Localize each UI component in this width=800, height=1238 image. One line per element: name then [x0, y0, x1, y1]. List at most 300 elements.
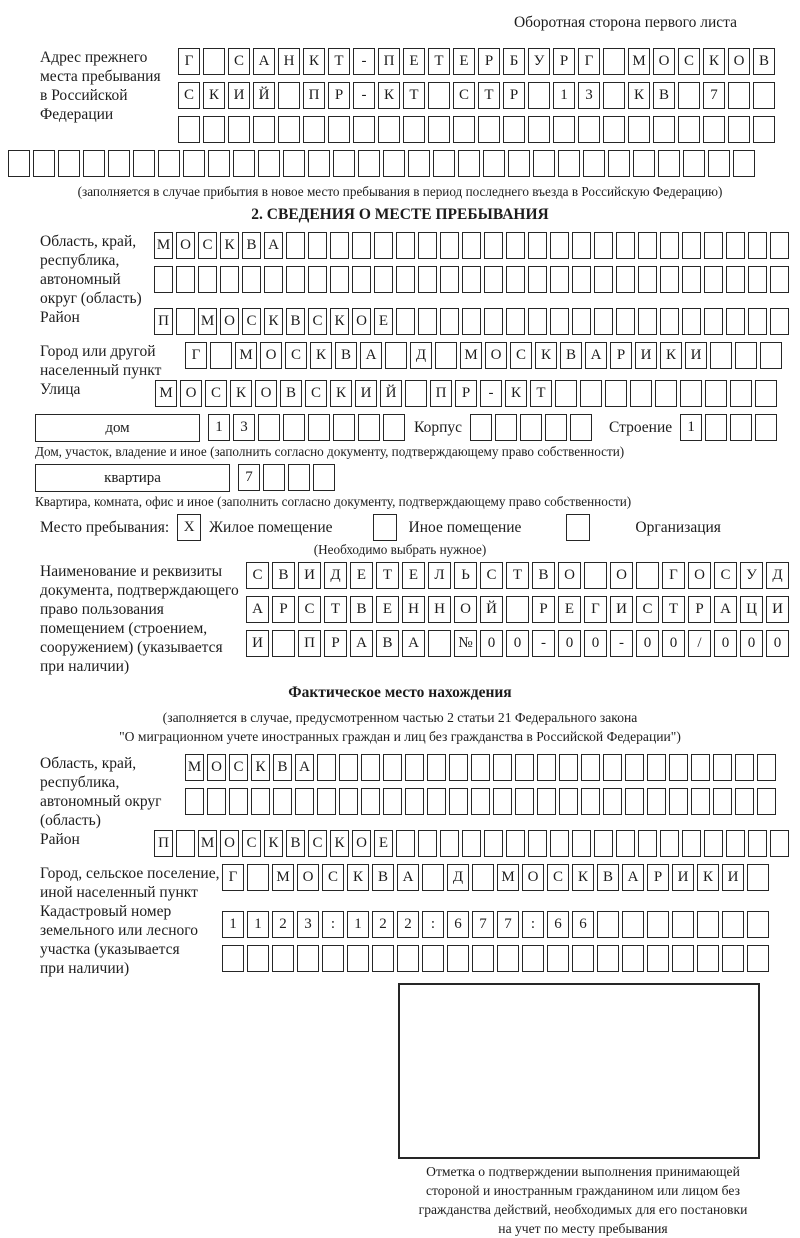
- char-box[interactable]: [603, 754, 622, 781]
- char-box[interactable]: [447, 945, 469, 972]
- char-box[interactable]: О: [728, 48, 750, 75]
- char-box[interactable]: [176, 266, 195, 293]
- char-box[interactable]: [396, 830, 415, 857]
- char-box[interactable]: С: [636, 596, 659, 623]
- char-box[interactable]: К: [378, 82, 400, 109]
- char-box[interactable]: И: [298, 562, 321, 589]
- char-box[interactable]: 0: [662, 630, 685, 657]
- char-box[interactable]: [572, 266, 591, 293]
- char-box[interactable]: К: [703, 48, 725, 75]
- char-box[interactable]: Б: [503, 48, 525, 75]
- char-box[interactable]: [374, 266, 393, 293]
- char-box[interactable]: [471, 788, 490, 815]
- char-box[interactable]: [308, 414, 330, 441]
- char-box[interactable]: [374, 232, 393, 259]
- char-box[interactable]: [559, 754, 578, 781]
- char-box[interactable]: И: [685, 342, 707, 369]
- char-box[interactable]: С: [308, 308, 327, 335]
- char-box[interactable]: [278, 82, 300, 109]
- char-box[interactable]: В: [532, 562, 555, 589]
- char-box[interactable]: [597, 911, 619, 938]
- char-box[interactable]: 7: [703, 82, 725, 109]
- char-box[interactable]: [233, 150, 255, 177]
- char-box[interactable]: С: [547, 864, 569, 891]
- char-box[interactable]: [506, 308, 525, 335]
- char-box[interactable]: [537, 788, 556, 815]
- char-box[interactable]: [708, 150, 730, 177]
- char-box[interactable]: [515, 754, 534, 781]
- char-box[interactable]: [726, 266, 745, 293]
- char-box[interactable]: П: [378, 48, 400, 75]
- char-box[interactable]: [755, 414, 777, 441]
- char-box[interactable]: [553, 116, 575, 143]
- char-box[interactable]: [704, 830, 723, 857]
- char-box[interactable]: [435, 342, 457, 369]
- char-box[interactable]: У: [528, 48, 550, 75]
- char-box[interactable]: [317, 754, 336, 781]
- char-box[interactable]: И: [355, 380, 377, 407]
- char-box[interactable]: Т: [662, 596, 685, 623]
- char-box[interactable]: [198, 266, 217, 293]
- char-box[interactable]: [730, 414, 752, 441]
- char-box[interactable]: [722, 911, 744, 938]
- char-box[interactable]: О: [352, 830, 371, 857]
- char-box[interactable]: [208, 150, 230, 177]
- char-box[interactable]: Й: [480, 596, 503, 623]
- char-box[interactable]: Р: [328, 82, 350, 109]
- char-box[interactable]: [704, 308, 723, 335]
- char-box[interactable]: [203, 116, 225, 143]
- char-box[interactable]: [559, 788, 578, 815]
- char-box[interactable]: [691, 788, 710, 815]
- char-box[interactable]: [347, 945, 369, 972]
- char-box[interactable]: К: [628, 82, 650, 109]
- char-box[interactable]: [616, 308, 635, 335]
- char-box[interactable]: [328, 116, 350, 143]
- char-box[interactable]: [682, 830, 701, 857]
- char-box[interactable]: [308, 266, 327, 293]
- char-box[interactable]: [352, 266, 371, 293]
- checkbox-other-premises[interactable]: [373, 514, 397, 541]
- char-box[interactable]: [633, 150, 655, 177]
- char-box[interactable]: М: [198, 308, 217, 335]
- char-box[interactable]: [176, 830, 195, 857]
- char-box[interactable]: [405, 380, 427, 407]
- char-box[interactable]: Д: [410, 342, 432, 369]
- char-box[interactable]: О: [522, 864, 544, 891]
- char-box[interactable]: [229, 788, 248, 815]
- char-box[interactable]: Г: [662, 562, 685, 589]
- char-box[interactable]: К: [264, 308, 283, 335]
- char-box[interactable]: [176, 308, 195, 335]
- char-box[interactable]: Р: [503, 82, 525, 109]
- char-box[interactable]: [730, 380, 752, 407]
- char-box[interactable]: М: [460, 342, 482, 369]
- char-box[interactable]: [703, 116, 725, 143]
- char-box[interactable]: [770, 830, 789, 857]
- char-box[interactable]: Р: [688, 596, 711, 623]
- char-box[interactable]: С: [322, 864, 344, 891]
- char-box[interactable]: [383, 150, 405, 177]
- char-box[interactable]: [603, 82, 625, 109]
- checkbox-organization[interactable]: [566, 514, 590, 541]
- char-box[interactable]: [428, 82, 450, 109]
- char-box[interactable]: [422, 864, 444, 891]
- char-box[interactable]: [603, 48, 625, 75]
- char-box[interactable]: [735, 788, 754, 815]
- char-box[interactable]: [680, 380, 702, 407]
- char-box[interactable]: А: [295, 754, 314, 781]
- char-box[interactable]: [550, 308, 569, 335]
- char-box[interactable]: [682, 308, 701, 335]
- char-box[interactable]: [537, 754, 556, 781]
- char-box[interactable]: 3: [297, 911, 319, 938]
- char-box[interactable]: [705, 380, 727, 407]
- char-box[interactable]: К: [310, 342, 332, 369]
- char-box[interactable]: [247, 864, 269, 891]
- char-box[interactable]: Р: [478, 48, 500, 75]
- char-box[interactable]: [555, 380, 577, 407]
- char-box[interactable]: М: [154, 232, 173, 259]
- char-box[interactable]: [691, 754, 710, 781]
- char-box[interactable]: [508, 150, 530, 177]
- char-box[interactable]: [705, 414, 727, 441]
- char-box[interactable]: [528, 830, 547, 857]
- char-box[interactable]: Р: [553, 48, 575, 75]
- char-box[interactable]: [660, 232, 679, 259]
- char-box[interactable]: [207, 788, 226, 815]
- char-box[interactable]: А: [714, 596, 737, 623]
- char-box[interactable]: 0: [636, 630, 659, 657]
- char-box[interactable]: М: [628, 48, 650, 75]
- char-box[interactable]: [462, 232, 481, 259]
- char-box[interactable]: [647, 788, 666, 815]
- char-box[interactable]: [383, 788, 402, 815]
- char-box[interactable]: А: [246, 596, 269, 623]
- char-box[interactable]: 2: [272, 911, 294, 938]
- char-box[interactable]: 1: [680, 414, 702, 441]
- char-box[interactable]: [753, 82, 775, 109]
- char-box[interactable]: [678, 116, 700, 143]
- char-box[interactable]: [669, 754, 688, 781]
- char-box[interactable]: [440, 830, 459, 857]
- char-box[interactable]: [242, 266, 261, 293]
- char-box[interactable]: [361, 754, 380, 781]
- char-box[interactable]: [493, 754, 512, 781]
- char-box[interactable]: К: [660, 342, 682, 369]
- char-box[interactable]: К: [203, 82, 225, 109]
- char-box[interactable]: И: [722, 864, 744, 891]
- char-box[interactable]: [755, 380, 777, 407]
- char-box[interactable]: [358, 414, 380, 441]
- char-box[interactable]: 0: [766, 630, 789, 657]
- char-box[interactable]: [581, 788, 600, 815]
- char-box[interactable]: [428, 630, 451, 657]
- char-box[interactable]: [747, 911, 769, 938]
- char-box[interactable]: [303, 116, 325, 143]
- char-box[interactable]: :: [322, 911, 344, 938]
- char-box[interactable]: [428, 116, 450, 143]
- char-box[interactable]: [330, 266, 349, 293]
- char-box[interactable]: [760, 342, 782, 369]
- char-box[interactable]: К: [330, 380, 352, 407]
- char-box[interactable]: О: [207, 754, 226, 781]
- char-box[interactable]: Г: [584, 596, 607, 623]
- char-box[interactable]: -: [532, 630, 555, 657]
- char-box[interactable]: [273, 788, 292, 815]
- char-box[interactable]: [297, 945, 319, 972]
- char-box[interactable]: А: [397, 864, 419, 891]
- char-box[interactable]: С: [480, 562, 503, 589]
- char-box[interactable]: К: [230, 380, 252, 407]
- char-box[interactable]: [427, 788, 446, 815]
- char-box[interactable]: И: [228, 82, 250, 109]
- char-box[interactable]: 6: [447, 911, 469, 938]
- char-box[interactable]: С: [285, 342, 307, 369]
- char-box[interactable]: [647, 754, 666, 781]
- char-box[interactable]: О: [297, 864, 319, 891]
- char-box[interactable]: Ь: [454, 562, 477, 589]
- char-box[interactable]: Д: [324, 562, 347, 589]
- char-box[interactable]: [278, 116, 300, 143]
- char-box[interactable]: [608, 150, 630, 177]
- char-box[interactable]: [158, 150, 180, 177]
- char-box[interactable]: Г: [578, 48, 600, 75]
- char-box[interactable]: [603, 116, 625, 143]
- char-box[interactable]: [154, 266, 173, 293]
- char-box[interactable]: П: [154, 830, 173, 857]
- char-box[interactable]: [625, 754, 644, 781]
- char-box[interactable]: С: [678, 48, 700, 75]
- char-box[interactable]: [770, 308, 789, 335]
- char-box[interactable]: [550, 266, 569, 293]
- char-box[interactable]: [405, 754, 424, 781]
- char-box[interactable]: К: [251, 754, 270, 781]
- char-box[interactable]: П: [154, 308, 173, 335]
- char-box[interactable]: Т: [324, 596, 347, 623]
- char-box[interactable]: [572, 232, 591, 259]
- char-box[interactable]: В: [350, 596, 373, 623]
- char-box[interactable]: [545, 414, 567, 441]
- char-box[interactable]: [503, 116, 525, 143]
- char-box[interactable]: [647, 911, 669, 938]
- char-box[interactable]: С: [229, 754, 248, 781]
- char-box[interactable]: [483, 150, 505, 177]
- char-box[interactable]: [385, 342, 407, 369]
- char-box[interactable]: [558, 150, 580, 177]
- char-box[interactable]: Д: [766, 562, 789, 589]
- char-box[interactable]: О: [220, 830, 239, 857]
- char-box[interactable]: [251, 788, 270, 815]
- char-box[interactable]: [638, 232, 657, 259]
- char-box[interactable]: [506, 232, 525, 259]
- char-box[interactable]: А: [253, 48, 275, 75]
- char-box[interactable]: [396, 308, 415, 335]
- char-box[interactable]: [550, 232, 569, 259]
- char-box[interactable]: Р: [532, 596, 555, 623]
- char-box[interactable]: В: [376, 630, 399, 657]
- char-box[interactable]: С: [205, 380, 227, 407]
- char-box[interactable]: [753, 116, 775, 143]
- char-box[interactable]: Р: [647, 864, 669, 891]
- char-box[interactable]: [710, 342, 732, 369]
- char-box[interactable]: Е: [453, 48, 475, 75]
- char-box[interactable]: [638, 830, 657, 857]
- char-box[interactable]: О: [653, 48, 675, 75]
- char-box[interactable]: [522, 945, 544, 972]
- char-box[interactable]: [658, 150, 680, 177]
- char-box[interactable]: [322, 945, 344, 972]
- char-box[interactable]: О: [255, 380, 277, 407]
- char-box[interactable]: [108, 150, 130, 177]
- char-box[interactable]: И: [610, 596, 633, 623]
- char-box[interactable]: /: [688, 630, 711, 657]
- char-box[interactable]: [594, 308, 613, 335]
- char-box[interactable]: Н: [278, 48, 300, 75]
- char-box[interactable]: [594, 266, 613, 293]
- char-box[interactable]: Т: [328, 48, 350, 75]
- char-box[interactable]: [622, 911, 644, 938]
- char-box[interactable]: П: [430, 380, 452, 407]
- char-box[interactable]: Е: [402, 562, 425, 589]
- char-box[interactable]: [528, 232, 547, 259]
- char-box[interactable]: [308, 232, 327, 259]
- char-box[interactable]: С: [298, 596, 321, 623]
- char-box[interactable]: О: [260, 342, 282, 369]
- char-box[interactable]: [647, 945, 669, 972]
- char-box[interactable]: 1: [553, 82, 575, 109]
- char-box[interactable]: [660, 308, 679, 335]
- char-box[interactable]: [616, 266, 635, 293]
- char-box[interactable]: [295, 788, 314, 815]
- char-box[interactable]: [33, 150, 55, 177]
- char-box[interactable]: [722, 945, 744, 972]
- char-box[interactable]: К: [347, 864, 369, 891]
- char-box[interactable]: [185, 788, 204, 815]
- char-box[interactable]: [528, 266, 547, 293]
- char-box[interactable]: В: [280, 380, 302, 407]
- char-box[interactable]: О: [610, 562, 633, 589]
- char-box[interactable]: Л: [428, 562, 451, 589]
- char-box[interactable]: С: [305, 380, 327, 407]
- char-box[interactable]: 0: [558, 630, 581, 657]
- char-box[interactable]: 1: [208, 414, 230, 441]
- char-box[interactable]: С: [308, 830, 327, 857]
- char-box[interactable]: [747, 945, 769, 972]
- char-box[interactable]: [361, 788, 380, 815]
- char-box[interactable]: [222, 945, 244, 972]
- char-box[interactable]: [383, 414, 405, 441]
- char-box[interactable]: А: [585, 342, 607, 369]
- char-box[interactable]: О: [558, 562, 581, 589]
- char-box[interactable]: 1: [247, 911, 269, 938]
- char-box[interactable]: [506, 830, 525, 857]
- char-box[interactable]: Е: [376, 596, 399, 623]
- char-box[interactable]: [748, 308, 767, 335]
- char-box[interactable]: [203, 48, 225, 75]
- char-box[interactable]: О: [176, 232, 195, 259]
- char-box[interactable]: [220, 266, 239, 293]
- char-box[interactable]: [682, 266, 701, 293]
- char-box[interactable]: 2: [372, 911, 394, 938]
- char-box[interactable]: [638, 266, 657, 293]
- char-box[interactable]: [83, 150, 105, 177]
- char-box[interactable]: Т: [506, 562, 529, 589]
- char-box[interactable]: Й: [253, 82, 275, 109]
- char-box[interactable]: [403, 116, 425, 143]
- char-box[interactable]: [484, 266, 503, 293]
- char-box[interactable]: [397, 945, 419, 972]
- char-box[interactable]: 3: [233, 414, 255, 441]
- char-box[interactable]: М: [272, 864, 294, 891]
- char-box[interactable]: [655, 380, 677, 407]
- char-box[interactable]: [726, 232, 745, 259]
- char-box[interactable]: [581, 754, 600, 781]
- char-box[interactable]: [283, 150, 305, 177]
- char-box[interactable]: Г: [222, 864, 244, 891]
- char-box[interactable]: [405, 788, 424, 815]
- char-box[interactable]: 0: [740, 630, 763, 657]
- char-box[interactable]: [597, 945, 619, 972]
- char-box[interactable]: :: [422, 911, 444, 938]
- char-box[interactable]: [678, 82, 700, 109]
- char-box[interactable]: [528, 116, 550, 143]
- char-box[interactable]: [462, 308, 481, 335]
- char-box[interactable]: [264, 266, 283, 293]
- char-box[interactable]: [339, 754, 358, 781]
- char-box[interactable]: [183, 150, 205, 177]
- char-box[interactable]: [697, 945, 719, 972]
- char-box[interactable]: [495, 414, 517, 441]
- char-box[interactable]: [308, 150, 330, 177]
- char-box[interactable]: [449, 788, 468, 815]
- char-box[interactable]: 7: [472, 911, 494, 938]
- char-box[interactable]: Т: [403, 82, 425, 109]
- char-box[interactable]: [470, 414, 492, 441]
- char-box[interactable]: [497, 945, 519, 972]
- char-box[interactable]: [616, 830, 635, 857]
- char-box[interactable]: [339, 788, 358, 815]
- char-box[interactable]: [228, 116, 250, 143]
- char-box[interactable]: [747, 864, 769, 891]
- char-box[interactable]: [286, 266, 305, 293]
- char-box[interactable]: [358, 150, 380, 177]
- char-box[interactable]: [313, 464, 335, 491]
- char-box[interactable]: Р: [610, 342, 632, 369]
- char-box[interactable]: [383, 754, 402, 781]
- char-box[interactable]: [449, 754, 468, 781]
- char-box[interactable]: [616, 232, 635, 259]
- char-box[interactable]: В: [753, 48, 775, 75]
- char-box[interactable]: Т: [530, 380, 552, 407]
- char-box[interactable]: М: [185, 754, 204, 781]
- char-box[interactable]: [683, 150, 705, 177]
- char-box[interactable]: Н: [428, 596, 451, 623]
- char-box[interactable]: [484, 830, 503, 857]
- char-box[interactable]: П: [303, 82, 325, 109]
- char-box[interactable]: [472, 864, 494, 891]
- char-box[interactable]: [427, 754, 446, 781]
- char-box[interactable]: [133, 150, 155, 177]
- char-box[interactable]: [726, 308, 745, 335]
- char-box[interactable]: Е: [350, 562, 373, 589]
- char-box[interactable]: [8, 150, 30, 177]
- char-box[interactable]: [630, 380, 652, 407]
- char-box[interactable]: [458, 150, 480, 177]
- char-box[interactable]: Ц: [740, 596, 763, 623]
- char-box[interactable]: [333, 150, 355, 177]
- char-box[interactable]: [735, 754, 754, 781]
